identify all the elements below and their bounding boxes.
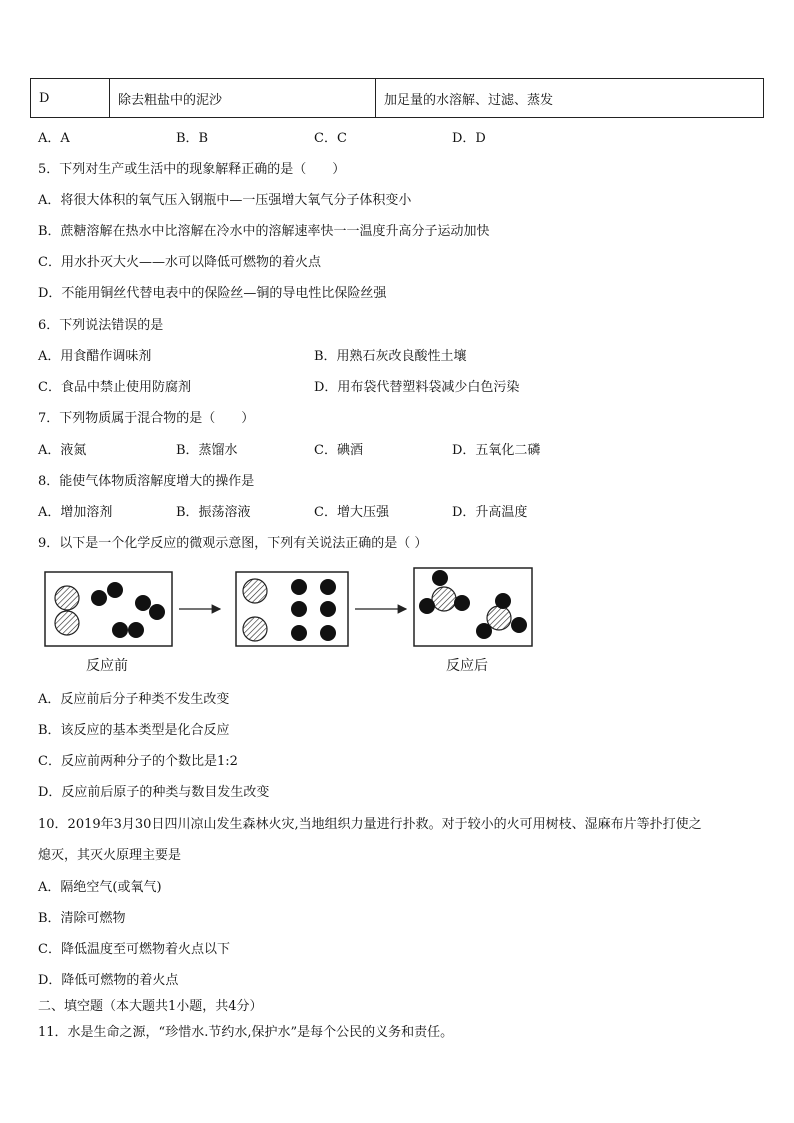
- hatched-atom: [243, 617, 267, 641]
- q7-option-d: D．五氧化二磷: [452, 443, 541, 458]
- q4-option-a: A．A: [38, 131, 70, 146]
- q8-option-d: D．升高温度: [452, 505, 528, 520]
- q7-option-c: C．碘酒: [314, 443, 363, 458]
- q7-option-a: A．液氮: [38, 443, 87, 458]
- black-atom: [112, 622, 128, 638]
- hatched-atom: [487, 606, 511, 630]
- q10-option-c: C．降低温度至可燃物着火点以下: [38, 942, 230, 957]
- q4-option-b: B．B: [176, 131, 209, 146]
- q5-option-a: A．将很大体积的氧气压入钢瓶中—一压强增大氧气分子体积变小: [38, 193, 412, 208]
- black-atom: [135, 595, 151, 611]
- q10-option-a: A．隔绝空气(或氧气): [38, 880, 162, 895]
- black-atom: [291, 625, 307, 641]
- q10-option-d: D．降低可燃物的着火点: [38, 973, 179, 988]
- black-atom: [432, 570, 448, 586]
- q7-stem: 7．下列物质属于混合物的是（ ）: [38, 411, 255, 426]
- section-title: 二、填空题（本大题共1小题，共4分）: [38, 999, 263, 1014]
- q7-option-b: B．蒸馏水: [176, 443, 238, 458]
- q5-stem: 5．下列对生产或生活中的现象解释正确的是（ ）: [38, 162, 346, 177]
- hatched-atom: [55, 586, 79, 610]
- black-atom: [320, 601, 336, 617]
- hatched-atom: [243, 579, 267, 603]
- black-atom: [495, 593, 511, 609]
- q6-option-d: D．用布袋代替塑料袋减少白色污染: [314, 380, 520, 395]
- hatched-atom: [432, 587, 456, 611]
- black-atom: [511, 617, 527, 633]
- q5-option-d: D．不能用铜丝代替电表中的保险丝—铜的导电性比保险丝强: [38, 286, 387, 301]
- q8-option-c: C．增大压强: [314, 505, 389, 520]
- q6-option-c: C．食品中禁止使用防腐剂: [38, 380, 191, 395]
- black-atom: [291, 601, 307, 617]
- black-atom: [291, 579, 307, 595]
- hatched-atom: [55, 611, 79, 635]
- table-row: [31, 79, 764, 118]
- q4-option-d: D．D: [452, 131, 486, 146]
- q6-option-a: A．用食醋作调味剂: [38, 349, 152, 364]
- q9-option-c: C．反应前两种分子的个数比是1:2: [38, 754, 238, 769]
- black-atom: [149, 604, 165, 620]
- caption-after: 反应后: [446, 658, 488, 674]
- black-atom: [476, 623, 492, 639]
- q10-stem-line1: 10．2019年3月30日四川凉山发生森林火灾,当地组织力量进行扑救。对于较小的火可用树枝、湿麻布片等扑打使之: [38, 817, 702, 832]
- table-cell-option: D: [31, 79, 110, 118]
- q11-stem: 11．水是生命之源，“珍惜水.节约水,保护水”是每个公民的义务和责任。: [38, 1025, 454, 1040]
- q5-option-c: C．用水扑灭大火——水可以降低可燃物的着火点: [38, 255, 321, 270]
- caption-before: 反应前: [86, 658, 128, 674]
- q6-option-b: B．用熟石灰改良酸性土壤: [314, 349, 467, 364]
- q10-option-b: B．清除可燃物: [38, 911, 126, 926]
- q8-stem: 8．能使气体物质溶解度增大的操作是: [38, 474, 255, 489]
- q9-stem: 9．以下是一个化学反应的微观示意图，下列有关说法正确的是（ ）: [38, 536, 428, 551]
- q8-option-b: B．振荡溶液: [176, 505, 251, 520]
- q5-option-b: B．蔗糖溶解在热水中比溶解在冷水中的溶解速率快一一温度升高分子运动加快: [38, 224, 490, 239]
- q10-stem-line2: 熄灭，其灭火原理主要是: [38, 848, 182, 863]
- q9-option-d: D．反应前后原子的种类与数目发生改变: [38, 785, 270, 800]
- reaction-diagram-svg: [44, 567, 544, 647]
- q4-option-c: C．C: [314, 131, 347, 146]
- table-cell-method: 加足量的水溶解、过滤、蒸发: [376, 79, 764, 118]
- black-atom: [107, 582, 123, 598]
- table-cell-purpose: 除去粗盐中的泥沙: [110, 79, 376, 118]
- black-atom: [419, 598, 435, 614]
- reaction-diagram: [44, 567, 544, 677]
- black-atom: [128, 622, 144, 638]
- q9-option-b: B．该反应的基本类型是化合反应: [38, 723, 230, 738]
- black-atom: [454, 595, 470, 611]
- answer-table: [30, 78, 764, 118]
- q6-stem: 6．下列说法错误的是: [38, 318, 164, 333]
- q9-option-a: A．反应前后分子种类不发生改变: [38, 692, 230, 707]
- black-atom: [320, 625, 336, 641]
- black-atom: [91, 590, 107, 606]
- q8-option-a: A．增加溶剂: [38, 505, 113, 520]
- black-atom: [320, 579, 336, 595]
